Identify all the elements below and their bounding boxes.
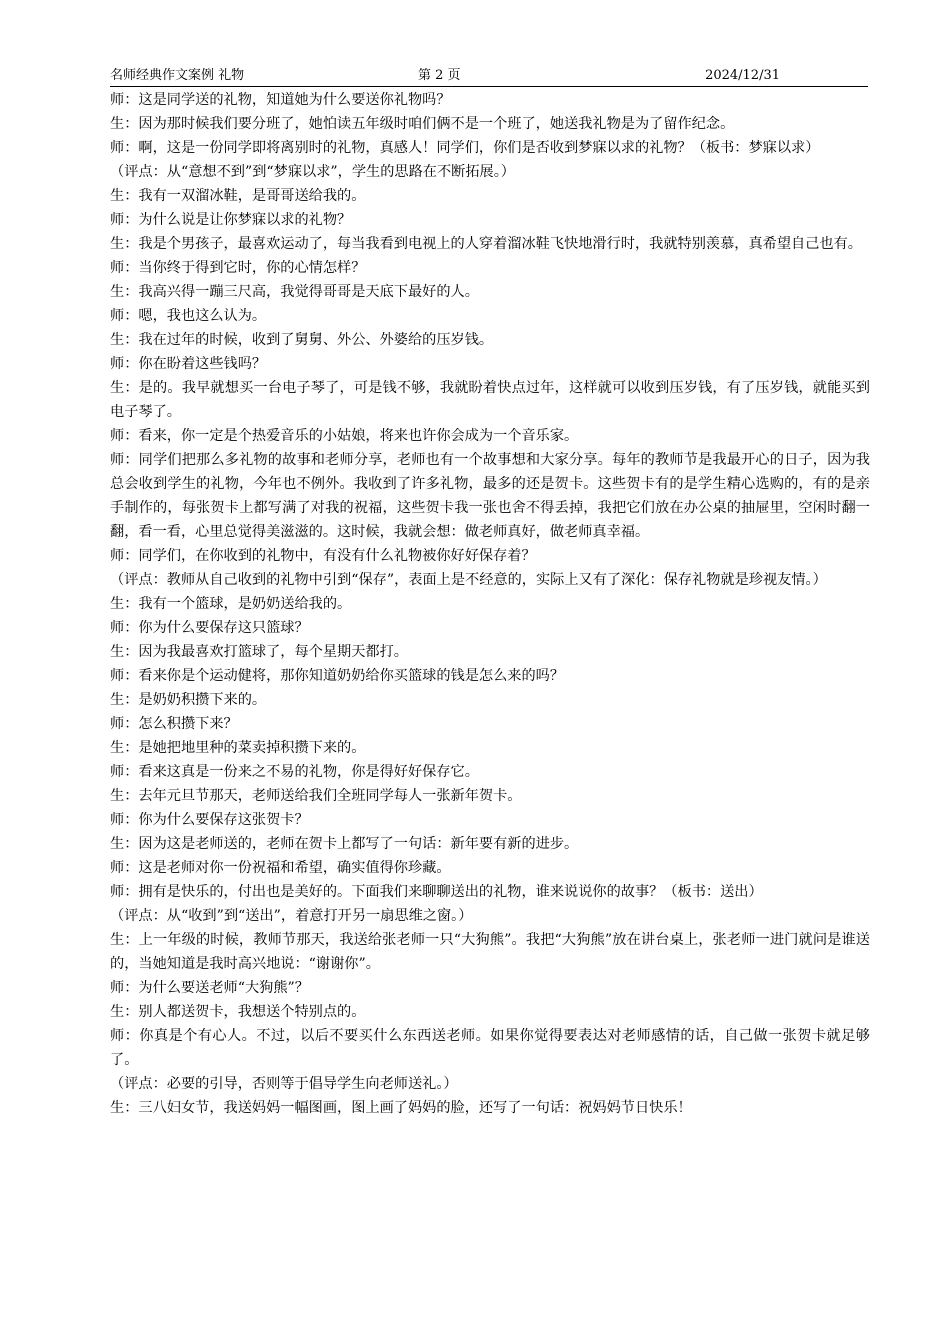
dialogue-paragraph: 师：怎么积攒下来？ (110, 716, 238, 732)
dialogue-paragraph: 生：因为这是老师送的，老师在贺卡上都写了一句话：新年要有新的进步。 (110, 836, 579, 852)
dialogue-paragraph: 生：我是个男孩子，最喜欢运动了，每当我看到电视上的人穿着溜冰鞋飞快地滑行时，我就特别羡慕，真希望自己也有。 (110, 236, 862, 252)
dialogue-paragraph: 师：同学们，在你收到的礼物中，有没有什么礼物被你好好保存着？ (110, 548, 536, 564)
dialogue-paragraph: 师：为什么说是让你梦寐以求的礼物？ (110, 212, 352, 228)
dialogue-paragraph: 生：是她把地里种的菜卖掉积攒下来的。 (110, 740, 366, 756)
dialogue-paragraph: 生：是的。我早就想买一台电子琴了，可是钱不够，我就盼着快点过年，这样就可以收到压岁钱，有了压岁钱，就能买到电子琴了。 (110, 380, 870, 420)
dialogue-paragraph: 生：因为我最喜欢打篮球了，每个星期天都打。 (110, 644, 408, 660)
dialogue-paragraph: 生：三八妇女节，我送妈妈一幅图画，图上画了妈妈的脸，还写了一句话：祝妈妈节日快乐！ (110, 1100, 692, 1116)
dialogue-paragraph: 生：别人都送贺卡，我想送个特别点的。 (110, 1004, 366, 1020)
header-date: 2024/12/31 (705, 68, 780, 83)
dialogue-paragraph: 生：我在过年的时候，收到了舅舅、外公、外婆给的压岁钱。 (110, 332, 494, 348)
header-page-number: 第 2 页 (418, 68, 461, 83)
dialogue-paragraph: 师：嗯，我也这么认为。 (110, 308, 267, 324)
header-title: 名师经典作文案例 礼物 (110, 68, 245, 83)
dialogue-paragraph: （评点：必要的引导，否则等于倡导学生向老师送礼。） (110, 1076, 458, 1092)
dialogue-paragraph: 师：你真是个有心人。不过，以后不要买什么东西送老师。如果你觉得要表达对老师感情的话，自己做一张贺卡就足够了。 (110, 1028, 870, 1068)
dialogue-paragraph: 师：当你终于得到它时，你的心情怎样？ (110, 260, 366, 276)
dialogue-paragraph: （评点：教师从自己收到的礼物中引到“保存”，表面上是不经意的，实际上又有了深化：保存礼物就是珍视友情。） (110, 572, 827, 588)
dialogue-paragraph: 生：因为那时候我们要分班了，她怕读五年级时咱们俩不是一个班了，她送我礼物是为了留作纪念。 (110, 116, 735, 132)
dialogue-paragraph: 生：我有一双溜冰鞋，是哥哥送给我的。 (110, 188, 366, 204)
dialogue-paragraph: 师：拥有是快乐的，付出也是美好的。下面我们来聊聊送出的礼物，谁来说说你的故事？（板书：送出） (110, 884, 763, 900)
dialogue-paragraph: 生：我有一个篮球，是奶奶送给我的。 (110, 596, 352, 612)
page-header (110, 66, 868, 87)
dialogue-paragraph: 生：上一年级的时候，教师节那天，我送给张老师一只“大狗熊”。我把“大狗熊”放在讲台桌上，张老师一进门就问是谁送的，当她知道是我时高兴地说：“谢谢你”。 (110, 932, 870, 972)
dialogue-paragraph: 师：同学们把那么多礼物的故事和老师分享，老师也有一个故事想和大家分享。每年的教师节是我最开心的日子，因为我总会收到学生的礼物，今年也不例外。我收到了许多礼物，最多的还是贺卡。这些贺卡有的是学生精心选购的，有的是亲手制作的，每张贺卡上都写满了对我的祝福，这些贺卡我一张也舍不得丢掉，我把它们放在办公桌的抽屉里，空闲时翻一翻，看一看，心里总觉得美滋滋的。这时候，我就会想：做老师真好，做老师真幸福。 (110, 452, 870, 540)
dialogue-paragraph: 生：是奶奶积攒下来的。 (110, 692, 267, 708)
dialogue-paragraph: 师：看来，你一定是个热爱音乐的小姑娘，将来也许你会成为一个音乐家。 (110, 428, 579, 444)
dialogue-paragraph: 师：你为什么要保存这只篮球？ (110, 620, 309, 636)
dialogue-paragraph: 生：去年元旦节那天，老师送给我们全班同学每人一张新年贺卡。 (110, 788, 522, 804)
dialogue-paragraph: 师：这是同学送的礼物，知道她为什么要送你礼物吗？ (110, 92, 451, 108)
dialogue-paragraph: 师：看来你是个运动健将，那你知道奶奶给你买篮球的钱是怎么来的吗？ (110, 668, 565, 684)
dialogue-paragraph: 师：这是老师对你一份祝福和希望，确实值得你珍藏。 (110, 860, 451, 876)
dialogue-paragraph: （评点：从“收到”到“送出”，着意打开另一扇思维之窗。） (110, 908, 473, 924)
dialogue-paragraph: 师：你在盼着这些钱吗？ (110, 356, 267, 372)
dialogue-paragraph: （评点：从“意想不到”到“梦寐以求”，学生的思路在不断拓展。） (110, 164, 515, 180)
dialogue-paragraph: 师：你为什么要保存这张贺卡？ (110, 812, 309, 828)
dialogue-paragraph: 师：看来这真是一份来之不易的礼物，你是得好好保存它。 (110, 764, 479, 780)
dialogue-paragraph: 生：我高兴得一蹦三尺高，我觉得哥哥是天底下最好的人。 (110, 284, 479, 300)
dialogue-paragraph: 师：啊，这是一份同学即将离别时的礼物，真感人！同学们，你们是否收到梦寐以求的礼物？（板书：梦寐以求） (110, 140, 820, 156)
document-body (110, 88, 870, 1120)
dialogue-paragraph: 师：为什么要送老师“大狗熊”？ (110, 980, 309, 996)
